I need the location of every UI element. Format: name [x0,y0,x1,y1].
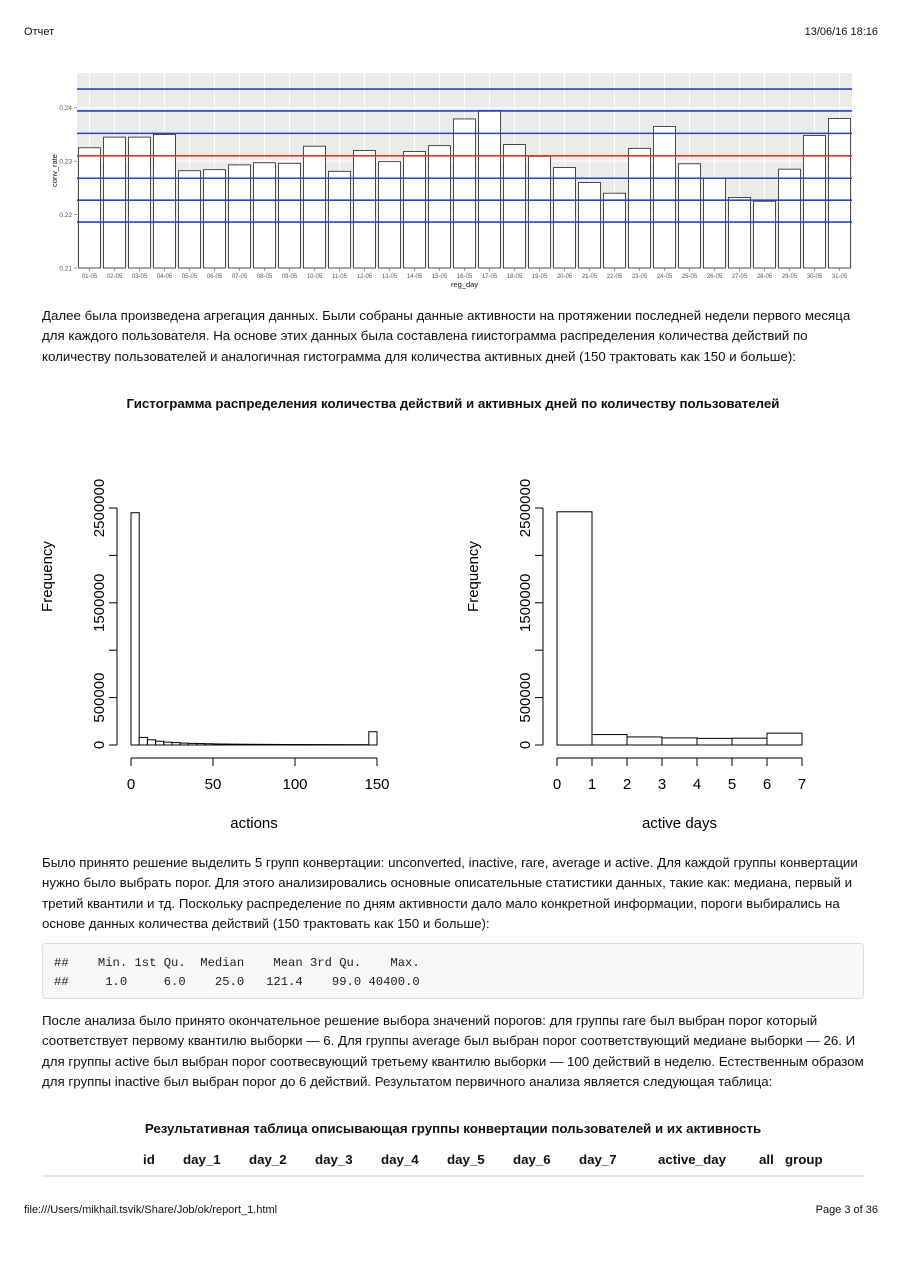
histogram-bar [172,743,180,745]
bar [504,145,526,268]
x-tick-label: 50 [204,776,222,793]
x-tick-label: 21-05 [581,274,598,280]
x-tick-label: 18-05 [506,274,523,280]
x-tick-label: 02-05 [106,274,123,280]
y-tick-label: 0 [517,740,534,750]
y-tick-label: 0.21 [59,265,72,273]
page-header-title: Отчет [24,26,55,38]
x-axis-label: reg_day [450,280,479,289]
x-tick-label: 08-05 [256,274,273,280]
table-header-active-day: active_day [658,1152,727,1167]
x-axis-label: actions [230,815,278,832]
bar [554,168,576,268]
x-tick-label: 09-05 [281,274,298,280]
bar [454,119,476,268]
table-header-day-7: day_7 [579,1152,617,1167]
x-tick-label: 06-05 [206,274,223,280]
y-tick-label: 500000 [91,672,108,723]
bar [579,183,601,268]
conversion-rate-bar-chart [0,60,906,300]
x-tick-label: 14-05 [406,274,423,280]
x-tick-label: 28-05 [756,274,773,280]
histogram-bar [732,738,767,745]
x-tick-label: 2 [622,776,632,793]
bar [779,169,801,268]
histogram-bar [221,744,229,745]
x-tick-label: 03-05 [131,274,148,280]
y-tick-label: 0.22 [59,212,72,220]
histogram-bar [180,743,188,745]
x-tick-label: 25-05 [681,274,698,280]
x-tick-label: 26-05 [706,274,723,280]
histogram-bar [147,740,155,745]
x-tick-label: 0 [126,776,136,793]
x-tick-label: 7 [797,776,807,793]
y-axis-label: Frequency [465,541,482,612]
page-header-datetime: 13/06/16 18:16 [804,26,878,38]
code-line-header: ## Min. 1st Qu. Median Mean 3rd Qu. Max. [54,956,420,970]
bar [654,126,676,268]
bar [204,170,226,268]
histogram-bar [131,513,139,745]
histogram-bar [156,741,164,745]
x-tick-label: 23-05 [631,274,648,280]
bar [604,193,626,268]
bar [679,164,701,268]
histogram-bar [139,737,147,745]
table-header-day-4: day_4 [381,1152,419,1167]
x-tick-label: 11-05 [332,274,347,280]
x-tick-label: 27-05 [731,274,748,280]
paragraph-thresholds: После анализа было принято окончательное решение выбора значений порогов: для группы rare был выбран порог который соответствует первому квантилю выборки — 6. Для группы average был выбран порог соответствующий медиане выборки — 26. И для группы active был выбран порог соотвесвующий третьему квантилю выборки — 100 действий в неделю. Естественным образом для группы inactive был выбран порог до 6 действий. Результатом первичного анализа является следующая таблица: [42,1013,864,1090]
x-tick-label: 19-05 [531,274,548,280]
x-tick-label: 20-05 [556,274,573,280]
x-tick-label: 13-05 [381,274,398,280]
bar [404,152,426,268]
bar [179,171,201,268]
bar [229,165,251,268]
bar [529,156,551,268]
table-header-day-1: day_1 [183,1152,221,1167]
bar [79,148,101,268]
x-tick-label: 6 [762,776,772,793]
x-tick-label: 5 [727,776,737,793]
page-footer-path: file:///Users/mikhail.tsvik/Share/Job/ok/report_1.html [24,1204,278,1216]
x-tick-label: 100 [282,776,308,793]
x-tick-label: 22-05 [606,274,623,280]
table-header-rule [42,1175,864,1177]
bar [154,134,176,268]
y-axis-label: Frequency [39,541,56,612]
y-tick-label: 1500000 [517,573,534,633]
x-tick-label: 04-05 [156,274,173,280]
y-tick-label: 0 [91,740,108,750]
x-tick-label: 31-05 [831,274,848,280]
x-tick-label: 15-05 [431,274,448,280]
y-tick-label: 0.23 [59,158,72,166]
x-axis-label: active days [641,815,718,832]
histogram-bar [254,744,262,745]
histograms [0,440,906,840]
histogram-bar [238,744,246,745]
histogram-bar [557,512,592,745]
bar [129,137,151,268]
bar [829,118,851,268]
table-header-day-2: day_2 [249,1152,287,1167]
table-header-all: all [759,1152,774,1167]
histogram-bar [188,743,196,745]
x-tick-label: 10-05 [306,274,323,280]
histogram-bar [592,735,627,745]
y-tick-label: 1500000 [91,573,108,633]
table-header-day-6: day_6 [513,1152,551,1167]
bar [304,146,326,268]
histogram-bar [270,744,278,745]
y-axis-label: conv_rate [50,154,59,187]
bar [329,171,351,268]
x-tick-label: 16-05 [456,274,473,280]
y-tick-label: 500000 [517,672,534,723]
x-tick-label: 1 [587,776,597,793]
x-tick-label: 05-05 [181,274,198,280]
histogram-bar [246,744,254,745]
histogram-bar [213,744,221,745]
bar [704,178,726,268]
histogram-caption: Гистограмма распределения количества действий и активных дней по количеству пользователей [126,396,780,411]
x-tick-label: 4 [692,776,702,793]
bar [104,137,126,268]
table-header-id: id [143,1152,155,1167]
histogram-bar [164,742,172,745]
histogram-bar [369,732,377,745]
summary-code-block [42,943,864,999]
page-footer-page-number: Page 3 of 36 [815,1204,878,1216]
bar [354,150,376,268]
bar [629,148,651,268]
table-header-day-5: day_5 [447,1152,485,1167]
histogram-bar [767,733,802,745]
code-line-values: ## 1.0 6.0 25.0 121.4 99.0 40400.0 [54,975,420,989]
histogram-bar [627,737,662,745]
paragraph-groups: Было принято решение выделить 5 групп конвертации: unconverted, inactive, rare, average и active. Для каждой группы конвертации нужно было выбрать порог. Для этого анализировались основные описательные статистики данных, такие как: медиана, первый и третий квантили и тд. Поскольку распределение по дням активности дало мало конкретной информации, пороги выбирались на основе данных количества действий (150 трактовать как 150 и больше): [42,855,858,932]
histogram-bar [197,744,205,745]
histogram-bar [697,738,732,745]
x-tick-label: 17-05 [481,274,498,280]
histogram-bar [662,738,697,745]
paragraph-aggregation: Далее была произведена агрегация данных. Были собраны данные активности на протяжении последней недели первого месяца для каждого пользователя. На основе этих данных была составлена гиистограмма распределения количества действий по количеству пользователей и аналогичная гистограмма для количества активных дней (150 трактовать как 150 и больше): [42,308,851,364]
y-tick-label: 2500000 [91,478,108,538]
histogram-bar [262,744,270,745]
histogram-bar [229,744,237,745]
y-tick-label: 0.24 [59,105,72,113]
x-tick-label: 150 [364,776,390,793]
x-tick-label: 12-05 [356,274,373,280]
x-tick-label: 29-05 [781,274,798,280]
x-tick-label: 07-05 [231,274,248,280]
x-tick-label: 01-05 [81,274,98,280]
x-tick-label: 3 [657,776,667,793]
bar [429,146,451,268]
table-header-day-3: day_3 [315,1152,353,1167]
table-caption: Результативная таблица описывающая группы конвертации пользователей и их активность [144,1121,762,1136]
bar [729,197,751,268]
bar [754,201,776,268]
histogram-bar [279,744,287,745]
x-tick-label: 30-05 [806,274,823,280]
x-tick-label: 24-05 [656,274,673,280]
table-header-group: group [785,1152,823,1167]
y-tick-label: 2500000 [517,478,534,538]
x-tick-label: 0 [552,776,562,793]
histogram-bar [205,744,213,745]
